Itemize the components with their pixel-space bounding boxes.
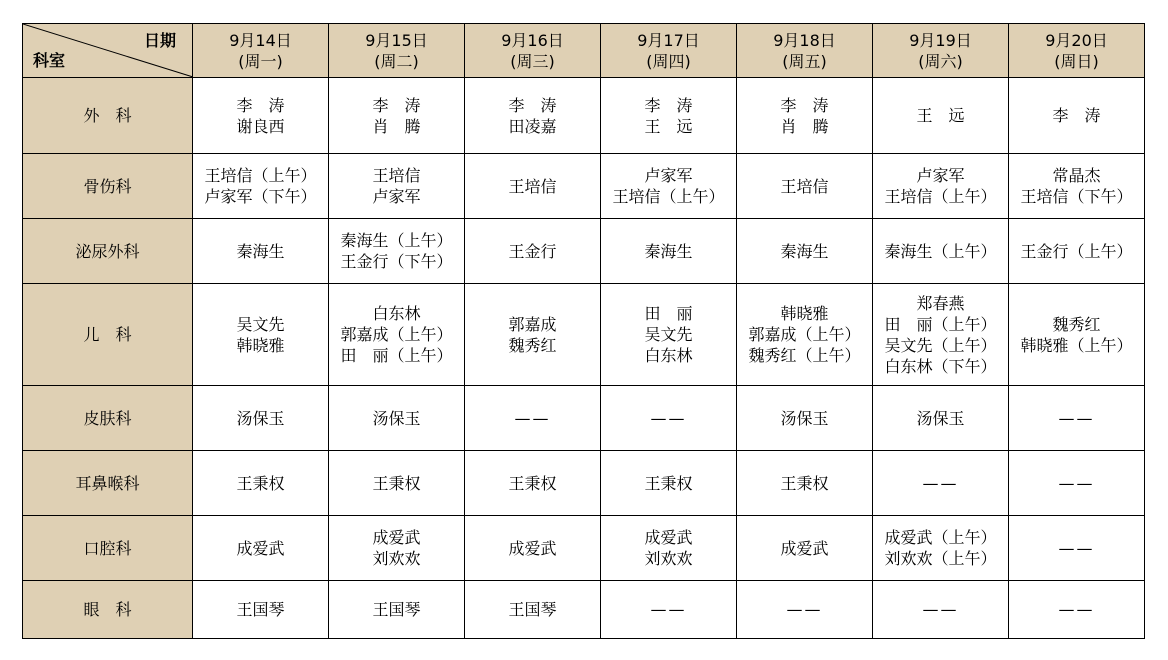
schedule-cell	[193, 219, 329, 284]
date-label: 9月14日	[229, 30, 292, 50]
header-row	[23, 24, 1145, 78]
department-cell: 泌尿外科	[23, 219, 193, 284]
schedule-cell	[329, 284, 465, 386]
table-row	[23, 581, 1145, 639]
schedule-cell	[737, 284, 873, 386]
doctor-name: 成爱武	[236, 538, 285, 558]
no-duty-dash: ——	[1058, 473, 1095, 493]
schedule-cell	[465, 516, 601, 581]
schedule-cell	[329, 516, 465, 581]
doctor-name: 卢家军（下午）	[204, 187, 317, 206]
doctor-name: 肖 腾	[372, 116, 421, 136]
weekday-label: (周五)	[782, 51, 827, 71]
department-cell: 骨伤科	[23, 154, 193, 219]
schedule-cell	[737, 78, 873, 154]
schedule-cell	[1009, 219, 1145, 284]
doctor-name: 刘欢欢	[644, 549, 693, 568]
doctor-name: 王培信	[372, 166, 421, 185]
table-row	[23, 219, 1145, 284]
schedule-cell	[1009, 284, 1145, 386]
no-duty-dash: ——	[514, 408, 551, 428]
date-label: 9月17日	[637, 30, 700, 50]
weekday-label: (周一)	[238, 51, 283, 71]
table-row	[23, 154, 1145, 219]
doctor-name: 田 丽（上午）	[340, 346, 453, 365]
doctor-name: 秦海生	[780, 241, 829, 261]
schedule-cell	[601, 219, 737, 284]
doctor-name: 汤保玉	[236, 408, 285, 428]
doctor-name: 卢家军	[916, 166, 965, 185]
no-duty-dash: ——	[922, 600, 959, 619]
department-cell: 外 科	[23, 78, 193, 154]
doctor-name: 郭嘉成（上午）	[748, 325, 861, 344]
doctor-name: 韩晓雅	[236, 335, 285, 355]
doctor-name: 汤保玉	[916, 408, 965, 428]
doctor-name: 白东林	[372, 304, 421, 323]
schedule-cell	[737, 581, 873, 639]
doctor-name: 谢良西	[236, 116, 285, 136]
schedule-cell	[873, 78, 1009, 154]
schedule-cell	[1009, 451, 1145, 516]
schedule-cell	[1009, 516, 1145, 581]
schedule-cell	[193, 154, 329, 219]
schedule-cell	[465, 451, 601, 516]
schedule-cell	[465, 154, 601, 219]
doctor-name: 成爱武	[644, 528, 693, 547]
schedule-cell	[601, 581, 737, 639]
doctor-name: 卢家军	[372, 187, 421, 206]
department-cell: 口腔科	[23, 516, 193, 581]
schedule-cell	[329, 581, 465, 639]
doctor-name: 王培信	[780, 176, 829, 196]
doctor-name: 吴文先（上午）	[884, 335, 997, 355]
doctor-name: 秦海生（上午）	[884, 241, 997, 261]
doctor-name: 李 涛	[1052, 106, 1101, 125]
weekday-label: (周四)	[646, 51, 691, 71]
schedule-cell	[601, 284, 737, 386]
date-header-cell	[329, 24, 465, 78]
doctor-name: 魏秀红	[508, 335, 557, 355]
doctor-name: 田凌嘉	[508, 116, 557, 136]
schedule-cell	[1009, 78, 1145, 154]
doctor-name: 郑春燕	[916, 293, 965, 313]
doctor-name: 李 涛	[644, 95, 693, 115]
schedule-cell	[465, 581, 601, 639]
doctor-name: 王秉权	[372, 473, 421, 493]
doctor-name: 秦海生	[236, 241, 285, 261]
schedule-cell	[329, 154, 465, 219]
doctor-name: 李 涛	[508, 95, 557, 115]
schedule-cell	[601, 78, 737, 154]
schedule-cell	[329, 219, 465, 284]
date-header-cell	[1009, 24, 1145, 78]
schedule-cell	[193, 516, 329, 581]
doctor-name: 王培信	[508, 176, 557, 196]
doctor-name: 郭嘉成（上午）	[340, 325, 453, 344]
department-cell: 耳鼻喉科	[23, 451, 193, 516]
schedule-cell	[873, 154, 1009, 219]
schedule-cell	[193, 284, 329, 386]
schedule-cell	[1009, 154, 1145, 219]
doctor-name: 王国琴	[236, 600, 285, 619]
no-duty-dash: ——	[1058, 408, 1095, 428]
doctor-name: 王金行	[508, 241, 557, 261]
table-row	[23, 284, 1145, 386]
schedule-cell	[601, 386, 737, 451]
schedule-cell	[465, 284, 601, 386]
doctor-name: 王国琴	[372, 600, 421, 619]
schedule-cell	[193, 581, 329, 639]
doctor-name: 吴文先	[644, 325, 693, 344]
doctor-name: 李 涛	[236, 95, 285, 115]
doctor-name: 秦海生（上午）	[340, 231, 453, 250]
schedule-cell	[737, 386, 873, 451]
doctor-name: 王培信（上午）	[612, 187, 725, 206]
no-duty-dash: ——	[922, 473, 959, 493]
corner-header-cell	[23, 24, 193, 78]
doctor-name: 成爱武	[508, 538, 557, 558]
duty-schedule-table	[22, 23, 1145, 639]
corner-dept-label: 科室	[33, 51, 66, 70]
department-cell: 儿 科	[23, 284, 193, 386]
doctor-name: 成爱武	[780, 538, 829, 558]
doctor-name: 李 涛	[780, 95, 829, 115]
table-row	[23, 516, 1145, 581]
date-header-cell	[193, 24, 329, 78]
doctor-name: 卢家军	[644, 166, 693, 185]
doctor-name: 王 远	[916, 106, 965, 125]
weekday-label: (周日)	[1054, 51, 1099, 71]
schedule-cell	[873, 451, 1009, 516]
schedule-cell	[873, 386, 1009, 451]
date-header-cell	[873, 24, 1009, 78]
doctor-name: 韩晓雅	[780, 304, 829, 323]
no-duty-dash: ——	[786, 600, 823, 619]
doctor-name: 常晶杰	[1052, 166, 1101, 185]
schedule-cell	[329, 386, 465, 451]
date-header-cell	[465, 24, 601, 78]
no-duty-dash: ——	[650, 408, 687, 428]
schedule-cell	[601, 451, 737, 516]
corner-date-label: 日期	[143, 31, 176, 50]
schedule-cell	[193, 78, 329, 154]
table-row	[23, 386, 1145, 451]
doctor-name: 肖 腾	[780, 116, 829, 136]
department-cell: 皮肤科	[23, 386, 193, 451]
weekday-label: (周二)	[374, 51, 419, 71]
date-label: 9月18日	[773, 30, 836, 50]
table-row	[23, 451, 1145, 516]
schedule-cell	[1009, 581, 1145, 639]
doctor-name: 王国琴	[508, 600, 557, 619]
schedule-cell	[737, 451, 873, 516]
doctor-name: 王金行（上午）	[1020, 241, 1133, 261]
doctor-name: 白东林（下午）	[884, 356, 997, 376]
doctor-name: 王培信（下午）	[1020, 187, 1133, 206]
doctor-name: 李 涛	[372, 95, 421, 115]
doctor-name: 成爱武（上午）	[884, 528, 997, 547]
doctor-name: 田 丽（上午）	[884, 314, 997, 334]
schedule-cell	[1009, 386, 1145, 451]
doctor-name: 韩晓雅（上午）	[1020, 335, 1133, 355]
weekday-label: (周三)	[510, 51, 555, 71]
doctor-name: 白东林	[644, 346, 693, 365]
schedule-cell	[193, 451, 329, 516]
doctor-name: 魏秀红（上午）	[748, 346, 861, 365]
doctor-name: 成爱武	[372, 528, 421, 547]
doctor-name: 刘欢欢（上午）	[884, 549, 997, 568]
date-header-cell	[737, 24, 873, 78]
schedule-cell	[465, 219, 601, 284]
schedule-cell	[601, 516, 737, 581]
doctor-name: 魏秀红	[1052, 314, 1101, 334]
date-label: 9月20日	[1045, 30, 1108, 50]
schedule-cell	[193, 386, 329, 451]
schedule-cell	[465, 386, 601, 451]
weekday-label: (周六)	[918, 51, 963, 71]
schedule-cell	[737, 154, 873, 219]
doctor-name: 汤保玉	[780, 408, 829, 428]
schedule-cell	[873, 284, 1009, 386]
doctor-name: 王秉权	[508, 473, 557, 493]
doctor-name: 王 远	[644, 116, 693, 136]
doctor-name: 王培信（上午）	[204, 166, 317, 185]
doctor-name: 王秉权	[236, 473, 285, 493]
schedule-cell	[873, 219, 1009, 284]
schedule-cell	[329, 78, 465, 154]
schedule-cell	[601, 154, 737, 219]
doctor-name: 田 丽	[644, 304, 693, 323]
doctor-name: 吴文先	[236, 314, 285, 334]
no-duty-dash: ——	[1058, 600, 1095, 619]
schedule-cell	[329, 451, 465, 516]
schedule-cell	[737, 219, 873, 284]
doctor-name: 刘欢欢	[372, 549, 421, 568]
schedule-body	[23, 78, 1145, 639]
schedule-cell	[873, 516, 1009, 581]
table-row	[23, 78, 1145, 154]
schedule-cell	[873, 581, 1009, 639]
doctor-name: 王秉权	[780, 473, 829, 493]
date-label: 9月15日	[365, 30, 428, 50]
doctor-name: 汤保玉	[372, 408, 421, 428]
no-duty-dash: ——	[1058, 538, 1095, 558]
no-duty-dash: ——	[650, 600, 687, 619]
doctor-name: 王秉权	[644, 473, 693, 493]
doctor-name: 王金行（下午）	[340, 252, 453, 271]
date-header-cell	[601, 24, 737, 78]
doctor-name: 秦海生	[644, 241, 693, 261]
schedule-cell	[465, 78, 601, 154]
date-label: 9月19日	[909, 30, 972, 50]
department-cell: 眼 科	[23, 581, 193, 639]
doctor-name: 王培信（上午）	[884, 187, 997, 206]
date-label: 9月16日	[501, 30, 564, 50]
schedule-cell	[737, 516, 873, 581]
doctor-name: 郭嘉成	[508, 314, 557, 334]
